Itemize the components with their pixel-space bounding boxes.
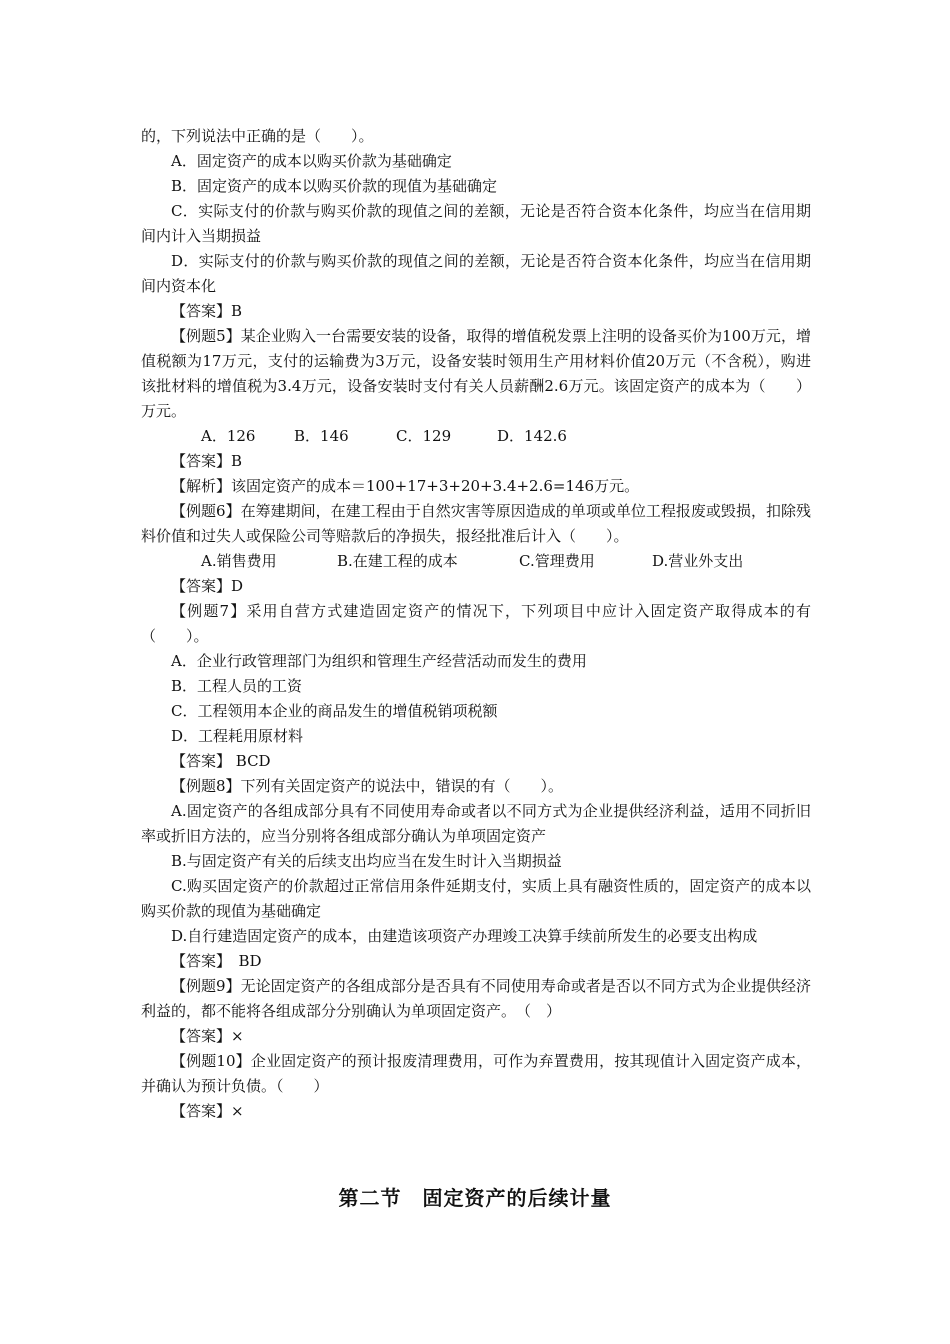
option-item: B．146 [294,427,349,445]
paragraph: 【例题9】无论固定资产的各组成部分是否具有不同使用寿命或者是否以不同方式为企业提供经济利益的，都不能将各组成部分分别确认为单项固定资产。 （ ） [141,977,811,1020]
paragraph: 的，下列说法中正确的是（ ）。 [141,127,374,145]
paragraph: B．工程人员的工资 [171,677,303,695]
option-item: A.销售费用 [201,552,277,570]
document-body [141,124,827,1124]
paragraph: 【答案】× [171,1027,244,1045]
paragraph: D.自行建造固定资产的成本，由建造该项资产办理竣工决算手续前所发生的必要支出构成 [171,927,758,945]
paragraph: 【例题10】企业固定资产的预计报废清理费用，可作为弃置费用，按其现值计入固定资产成本，并确认为预计负债。（ ） [141,1052,811,1095]
paragraph: C．工程领用本企业的商品发生的增值税销项税额 [171,702,498,720]
paragraph: 【例题7】采用自营方式建造固定资产的情况下，下列项目中应计入固定资产取得成本的有 （ ）。 [141,602,827,645]
paragraph: 【例题6】在筹建期间，在建工程由于自然灾害等原因造成的单项或单位工程报废或毁损，扣除残料价值和过失人或保险公司等赔款后的净损失，报经批准后计入（ ）。 [141,502,811,545]
option-row [141,549,811,574]
paragraph: 【例题8】下列有关固定资产的说法中，错误的有（ ）。 [171,777,564,795]
paragraph: A．企业行政管理部门为组织和管理生产经营活动而发生的费用 [171,652,587,670]
option-item: B.在建工程的成本 [337,552,458,570]
paragraph: 【答案】× [171,1102,244,1120]
paragraph: 【答案】 BD [171,952,262,970]
paragraph: D．实际支付的价款与购买价款的现值之间的差额，无论是否符合资本化条件，均应当在信用期间内资本化 [141,252,811,295]
paragraph: 【例题5】某企业购入一台需要安装的设备，取得的增值税发票上注明的设备买价为100万元，增值税额为17万元，支付的运输费为3万元，设备安装时领用生产用材料价值20万元（不含税），购进该批材料的增值税为3.4万元，设备安装时支付有关人员薪酬2.6万元。该固定资产的成本为（ ）万元。 [141,327,811,420]
option-item: D.营业外支出 [652,552,744,570]
option-item: C.管理费用 [519,552,595,570]
option-item: D．142.6 [497,427,567,445]
paragraph: B.与固定资产有关的后续支出均应当在发生时计入当期损益 [171,852,562,870]
paragraph: 【答案】B [171,452,243,470]
paragraph: 【解析】该固定资产的成本＝100+17+3+20+3.4+2.6=146万元。 [171,477,640,495]
paragraph: A．固定资产的成本以购买价款为基础确定 [171,152,452,170]
option-row [141,424,811,449]
paragraph: C.购买固定资产的价款超过正常信用条件延期支付，实质上具有融资性质的，固定资产的成本以购买价款的现值为基础确定 [141,877,811,920]
section-heading: 第二节 固定资产的后续计量 [338,1186,612,1210]
paragraph: 【答案】B [171,302,243,320]
option-item: A．126 [201,427,256,445]
paragraph: C．实际支付的价款与购买价款的现值之间的差额，无论是否符合资本化条件，均应当在信用期间内计入当期损益 [141,202,811,245]
paragraph: B．固定资产的成本以购买价款的现值为基础确定 [171,177,498,195]
paragraph: 【答案】 BCD [171,752,271,770]
option-item: C．129 [396,427,452,445]
paragraph: D．工程耗用原材料 [171,727,304,745]
paragraph: 【答案】D [171,577,244,595]
paragraph: A.固定资产的各组成部分具有不同使用寿命或者以不同方式为企业提供经济利益，适用不同折旧率或折旧方法的，应当分别将各组成部分确认为单项固定资产 [141,802,811,845]
